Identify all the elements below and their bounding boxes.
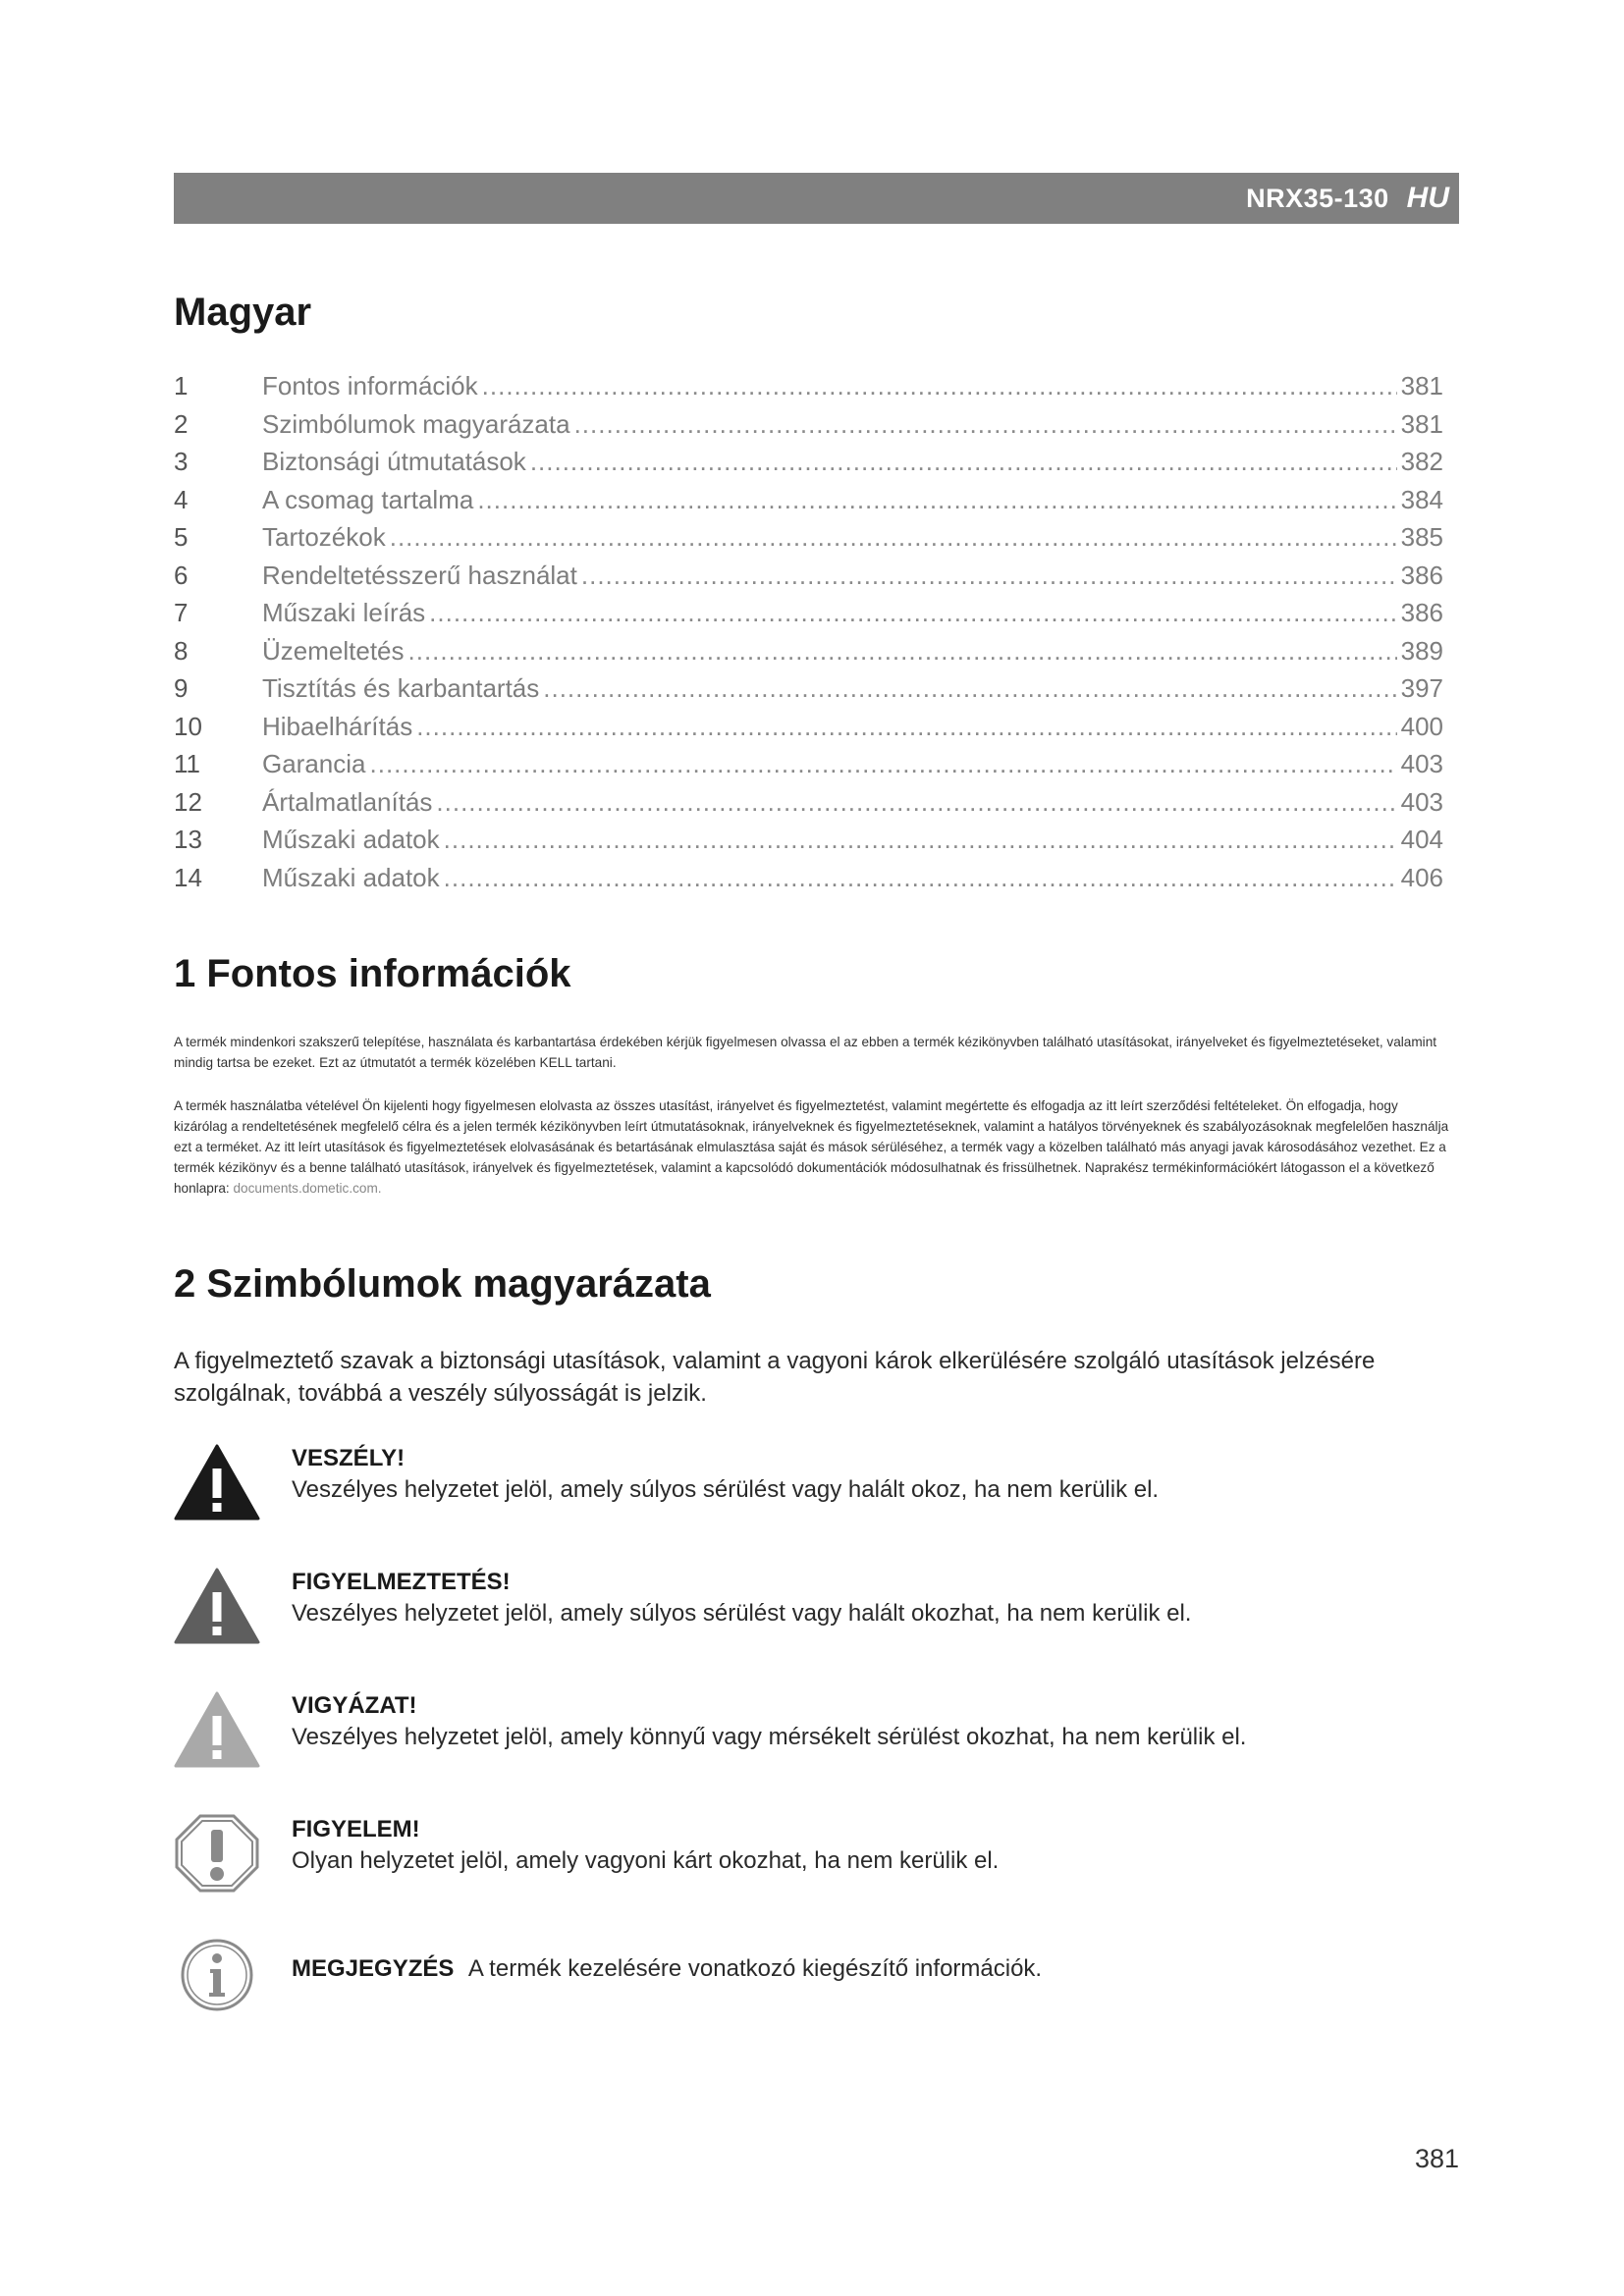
symbol-notice-text [292, 1814, 1450, 1877]
toc-page: 403 [1400, 749, 1443, 778]
section-1-title: 1 Fontos információk [174, 952, 571, 995]
header-bar [174, 173, 1459, 224]
toc-leader-dots [574, 409, 1397, 440]
toc-title: Ártalmatlanítás [262, 786, 433, 817]
toc-title: Fontos információk [262, 371, 478, 400]
section-1-paragraph-1: A termék mindenkori szakszerű telepítése, használata és karbantartása érdekében kérjük figyelmesen olvassa el az ebben a termék kézikönyvben található utasításokat, irányelveket és figyelmeztetéseket, valamint mindig tartsa be ezeket. Ezt az útmutatót a termék közelében KELL tartani. [174, 1035, 1437, 1070]
toc-row[interactable] [174, 636, 1443, 674]
toc-number: 14 [174, 862, 202, 892]
toc-title: Műszaki adatok [262, 862, 440, 892]
toc-row[interactable] [174, 447, 1443, 485]
symbol-danger [174, 1443, 1450, 1531]
toc-number: 6 [174, 560, 189, 590]
toc-page: 382 [1400, 447, 1443, 476]
toc-leader-dots [444, 825, 1397, 855]
notice-icon [174, 1814, 260, 1893]
toc-title: Szimbólumok magyarázata [262, 408, 570, 439]
toc-leader-dots [416, 712, 1396, 742]
toc-leader-dots [429, 598, 1396, 628]
table-of-contents [174, 371, 1443, 900]
toc-page: 385 [1400, 522, 1443, 552]
toc-row[interactable] [174, 825, 1443, 863]
documents-link[interactable]: documents.dometic.com. [233, 1181, 382, 1196]
toc-number: 11 [174, 749, 200, 778]
toc-page: 389 [1400, 635, 1443, 666]
toc-number: 5 [174, 522, 189, 552]
symbol-warning [174, 1567, 1450, 1655]
symbol-warning-label: FIGYELMEZTETÉS! [292, 1569, 511, 1595]
toc-number: 13 [174, 825, 202, 854]
symbol-caution [174, 1690, 1450, 1779]
toc-leader-dots [530, 447, 1397, 477]
section-2-title: 2 Szimbólumok magyarázata [174, 1262, 711, 1306]
toc-title: Biztonsági útmutatások [262, 447, 526, 476]
toc-title: Műszaki leírás [262, 598, 426, 627]
symbol-danger-text [292, 1443, 1450, 1506]
section-1-paragraph-2-text: A termék használatba vételével Ön kijelenti hogy figyelmesen elolvasta az összes utasítást, irányelvet és figyelmeztetést, valamint megértette és elfogadja az itt leírt szerződési feltételeket. Ön elfogadja, hogy kizárólag a rendeltetésének megfelelő célra és a jelen termék kézikönyvben leírt útmutatásoknak, irányelveknek és figyelmeztetéseknek, valamint a hatályos törvényeknek és szabályozásoknak megfelelően használja ezt a terméket. Az itt leírt utasítások és figyelmeztetések elolvasásának és betartásának elmulasztása saját és mások sérüléséhez, a termék vagy a közelben található más anyagi javak károsodásához vezethet. Ez a termék kézikönyv és a benne található utasítások, irányelvek és figyelmeztetések, valamint a kapcsolódó dokumentációk módosulhatnak és frissülhetnek. Naprakész termékinformációkért látogasson el a következő honlapra: [174, 1098, 1449, 1196]
toc-row[interactable] [174, 561, 1443, 599]
toc-title: Tisztítás és karbantartás [262, 673, 540, 703]
toc-leader-dots [370, 749, 1397, 779]
toc-title: Rendeltetésszerű használat [262, 560, 577, 590]
toc-number: 3 [174, 447, 189, 476]
symbol-notice [174, 1814, 1450, 1902]
toc-number: 1 [174, 371, 189, 400]
toc-title: Hibaelhárítás [262, 711, 413, 741]
toc-page: 381 [1400, 408, 1443, 439]
section-2-intro: A figyelmeztető szavak a biztonsági utasítások, valamint a vagyoni károk elkerülésére szolgáló utasítások jelzésére szolgálnak, továbbá a veszély súlyosságát is jelzik. [174, 1348, 1376, 1407]
toc-row[interactable] [174, 673, 1443, 712]
toc-number: 7 [174, 598, 189, 627]
toc-title: A csomag tartalma [262, 484, 474, 514]
toc-page: 386 [1400, 560, 1443, 590]
caution-icon [174, 1690, 260, 1769]
symbol-caution-desc: Veszélyes helyzetet jelöl, amely könnyű vagy mérsékelt sérülést okozhat, ha nem kerülik el. [292, 1724, 1247, 1750]
toc-row[interactable] [174, 749, 1443, 787]
toc-page: 397 [1400, 673, 1443, 703]
toc-title: Műszaki adatok [262, 825, 440, 854]
toc-number: 12 [174, 786, 202, 817]
symbol-notice-desc: Olyan helyzetet jelöl, amely vagyoni kárt okozhat, ha nem kerülik el. [292, 1847, 1000, 1874]
toc-leader-dots [477, 485, 1396, 515]
symbol-note-desc: A termék kezelésére vonatkozó kiegészítő információk. [467, 1955, 1043, 1982]
symbol-warning-text [292, 1567, 1450, 1629]
toc-leader-dots [581, 561, 1397, 591]
toc-page: 400 [1400, 711, 1443, 741]
danger-warning-icon [174, 1443, 260, 1522]
symbol-caution-text [292, 1690, 1450, 1753]
toc-page: 386 [1400, 598, 1443, 627]
info-icon [174, 1936, 260, 2014]
toc-leader-dots [436, 787, 1396, 818]
toc-number: 2 [174, 408, 189, 439]
toc-row[interactable] [174, 787, 1443, 826]
toc-page: 384 [1400, 484, 1443, 514]
toc-row[interactable] [174, 371, 1443, 409]
symbol-note-label: MEGJEGYZÉS [292, 1955, 455, 1982]
toc-number: 10 [174, 711, 202, 741]
toc-row[interactable] [174, 485, 1443, 523]
toc-leader-dots [543, 673, 1396, 704]
header-lang: HU [1406, 182, 1449, 214]
symbol-note [174, 1953, 1450, 2042]
toc-number: 8 [174, 635, 189, 666]
toc-row[interactable] [174, 522, 1443, 561]
toc-leader-dots [444, 863, 1397, 893]
toc-row[interactable] [174, 863, 1443, 901]
toc-title: Tartozékok [262, 522, 386, 552]
warning-icon [174, 1567, 260, 1645]
page-number: 381 [1414, 2144, 1459, 2173]
page-title: Magyar [174, 291, 312, 334]
section-1-paragraph-2 [174, 1095, 1450, 1199]
toc-row[interactable] [174, 598, 1443, 636]
toc-leader-dots [390, 522, 1397, 553]
toc-number: 4 [174, 484, 189, 514]
toc-title: Üzemeltetés [262, 635, 405, 666]
toc-page: 406 [1400, 862, 1443, 892]
toc-row[interactable] [174, 712, 1443, 750]
header-model: NRX35-130 [1246, 183, 1389, 213]
toc-leader-dots [408, 636, 1397, 667]
toc-page: 381 [1400, 371, 1443, 400]
symbol-danger-desc: Veszélyes helyzetet jelöl, amely súlyos sérülést vagy halált okoz, ha nem kerülik el. [292, 1476, 1160, 1503]
symbol-caution-label: VIGYÁZAT! [292, 1692, 417, 1719]
symbol-danger-label: VESZÉLY! [292, 1445, 406, 1471]
toc-number: 9 [174, 673, 189, 703]
symbol-note-text [292, 1953, 1450, 1985]
symbol-warning-desc: Veszélyes helyzetet jelöl, amely súlyos sérülést vagy halált okozhat, ha nem kerülik el. [292, 1600, 1192, 1627]
toc-page: 403 [1400, 786, 1443, 817]
symbol-notice-label: FIGYELEM! [292, 1816, 420, 1842]
toc-leader-dots [482, 371, 1397, 401]
toc-row[interactable] [174, 409, 1443, 448]
toc-title: Garancia [262, 749, 366, 778]
toc-page: 404 [1400, 825, 1443, 854]
